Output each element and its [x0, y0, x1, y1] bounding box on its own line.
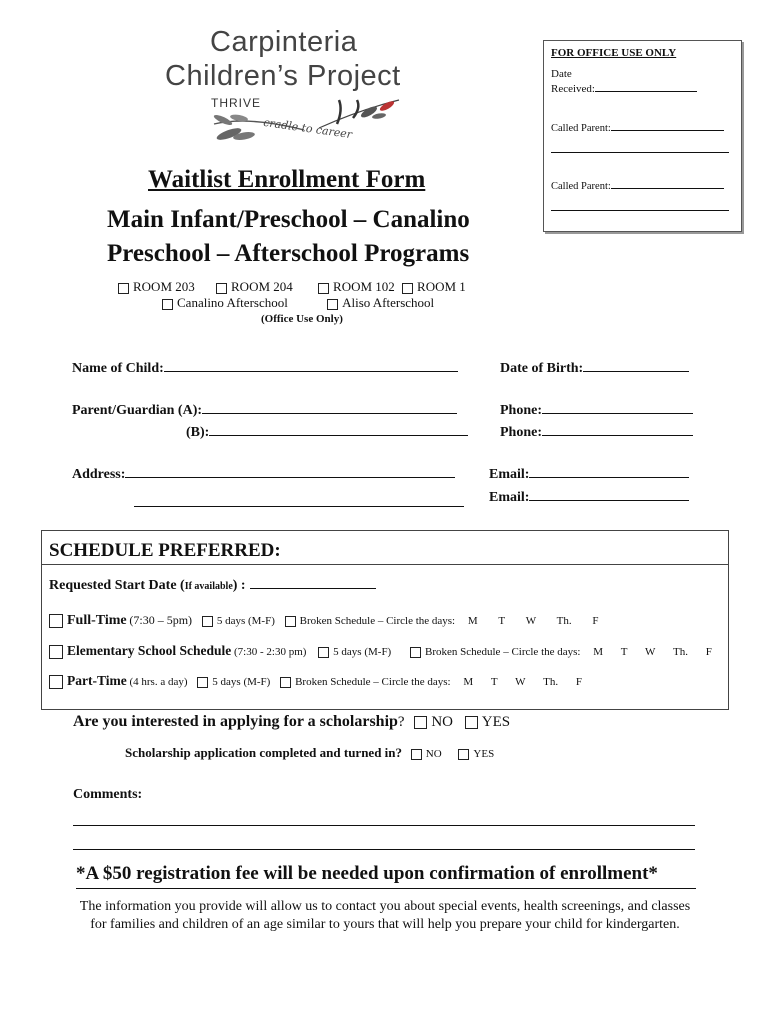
office-called2 — [551, 181, 724, 192]
parttime-5days-checkbox[interactable] — [197, 677, 208, 688]
called-parent-label-2: Called Parent: — [551, 181, 611, 192]
office-line — [551, 151, 729, 153]
schedule-frame — [41, 530, 729, 710]
room-203-option[interactable]: ROOM 203 — [118, 279, 195, 294]
child-name-label: Name of Child: — [72, 361, 164, 376]
logo-thrive: THRIVE — [211, 96, 262, 110]
schedule-header: SCHEDULE PREFERRED: — [49, 540, 281, 561]
scholarship-question: Are you interested in applying for a scholarship — [73, 713, 398, 730]
checkbox[interactable] — [162, 299, 173, 310]
guardian-b-label: (B): — [186, 425, 210, 440]
fee-note-underline — [76, 888, 696, 889]
office-use-box — [543, 40, 742, 232]
room-1-option[interactable]: ROOM 1 — [402, 279, 466, 294]
completed-yes-option[interactable]: YES — [458, 748, 494, 760]
dob-label: Date of Birth: — [500, 361, 584, 376]
parttime-row: Part-Time (4 hrs. a day) 5 days (M-F) Broken Schedule – Circle the days: M T W Th. F — [49, 673, 582, 689]
elementary-5days-checkbox[interactable] — [318, 647, 329, 658]
child-name-field[interactable] — [72, 361, 458, 377]
footer-text: The information you provide will allow us to contact you about special events, health screenings, and classes for families and children of an age similar to yours that will help you prepare your child for kindergarten. — [79, 899, 691, 932]
start-date-field[interactable]: Requested Start Date (If available) : — [49, 578, 376, 594]
received-label: Received: — [551, 83, 595, 95]
guardian-b-field[interactable] — [186, 425, 468, 441]
address-label: Address: — [72, 467, 126, 482]
dob-field[interactable] — [500, 361, 689, 377]
office-title: FOR OFFICE USE ONLY — [551, 47, 677, 59]
checkbox[interactable] — [318, 283, 329, 294]
comments-label: Comments: — [73, 787, 143, 802]
scholarship-question-row: Are you interested in applying for a scholarship? NO YES — [73, 713, 511, 730]
fulltime-5days-checkbox[interactable] — [202, 616, 213, 627]
scholarship-completed-label: Scholarship application completed and turned in? — [125, 745, 403, 760]
called-parent-label-1: Called Parent: — [551, 123, 611, 134]
checkbox[interactable] — [414, 716, 427, 729]
scholarship-completed-row — [125, 745, 494, 761]
email-2-field[interactable] — [489, 490, 689, 506]
leaf-icon — [209, 96, 409, 144]
elementary-broken-checkbox[interactable] — [410, 647, 421, 658]
aliso-afterschool-option[interactable]: Aliso Afterschool — [327, 295, 434, 310]
form-title: Waitlist Enrollment Form — [148, 166, 426, 193]
phone-2-label: Phone: — [500, 425, 542, 440]
phone-1-field[interactable] — [500, 403, 693, 419]
checkbox[interactable] — [118, 283, 129, 294]
parttime-broken-checkbox[interactable] — [280, 677, 291, 688]
comments-line-2[interactable] — [73, 848, 695, 850]
guardian-a-label: Parent/Guardian (A): — [72, 403, 203, 418]
office-called1 — [551, 123, 724, 134]
email-1-field[interactable] — [489, 467, 689, 483]
fulltime-broken-checkbox[interactable] — [285, 616, 296, 627]
guardian-a-field[interactable] — [72, 403, 457, 419]
logo-line1: Carpinteria — [210, 26, 358, 58]
completed-no-option[interactable]: NO — [411, 748, 442, 760]
parttime-checkbox[interactable] — [49, 675, 63, 689]
logo-tagline: cradle to career — [262, 115, 353, 142]
checkbox[interactable] — [216, 283, 227, 294]
schedule-header-rule — [42, 564, 728, 565]
room-options-row1 — [118, 279, 466, 295]
office-use-note: (Office Use Only) — [261, 313, 343, 325]
email-2-label: Email: — [489, 490, 530, 505]
room-204-option[interactable]: ROOM 204 — [216, 279, 293, 294]
address-field[interactable] — [72, 467, 455, 483]
elementary-checkbox[interactable] — [49, 645, 63, 659]
fulltime-row: Full-Time (7:30 – 5pm) 5 days (M-F) Broken Schedule – Circle the days: M T W Th. F — [49, 613, 598, 629]
room-102-option[interactable]: ROOM 102 — [318, 279, 395, 294]
logo — [165, 26, 410, 144]
scholarship-yes-option[interactable]: YES — [465, 714, 510, 730]
room-options-row2 — [162, 295, 434, 311]
scholarship-no-option[interactable]: NO — [414, 714, 453, 730]
office-line — [551, 209, 729, 211]
logo-line2: Children’s Project — [165, 60, 401, 92]
checkbox[interactable] — [458, 749, 469, 760]
email-1-label: Email: — [489, 467, 530, 482]
registration-fee-note: *A $50 registration fee will be needed upon confirmation of enrollment* — [76, 863, 658, 884]
checkbox[interactable] — [402, 283, 413, 294]
phone-2-field[interactable] — [500, 425, 693, 441]
form-subtitle-1: Main Infant/Preschool – Canalino — [107, 206, 470, 233]
address-line-2[interactable] — [134, 505, 464, 507]
checkbox[interactable] — [411, 749, 422, 760]
checkbox[interactable] — [465, 716, 478, 729]
phone-1-label: Phone: — [500, 403, 542, 418]
canalino-afterschool-option[interactable]: Canalino Afterschool — [162, 295, 288, 310]
office-date-label: Date — [551, 68, 572, 80]
elementary-row: Elementary School Schedule (7:30 - 2:30 pm) 5 days (M-F) Broken Schedule – Circle the days: M T W Th. F — [49, 643, 712, 659]
comments-line-1[interactable] — [73, 824, 695, 826]
checkbox[interactable] — [327, 299, 338, 310]
office-received-label — [551, 83, 697, 95]
form-subtitle-2: Preschool – Afterschool Programs — [107, 240, 470, 267]
fulltime-checkbox[interactable] — [49, 614, 63, 628]
